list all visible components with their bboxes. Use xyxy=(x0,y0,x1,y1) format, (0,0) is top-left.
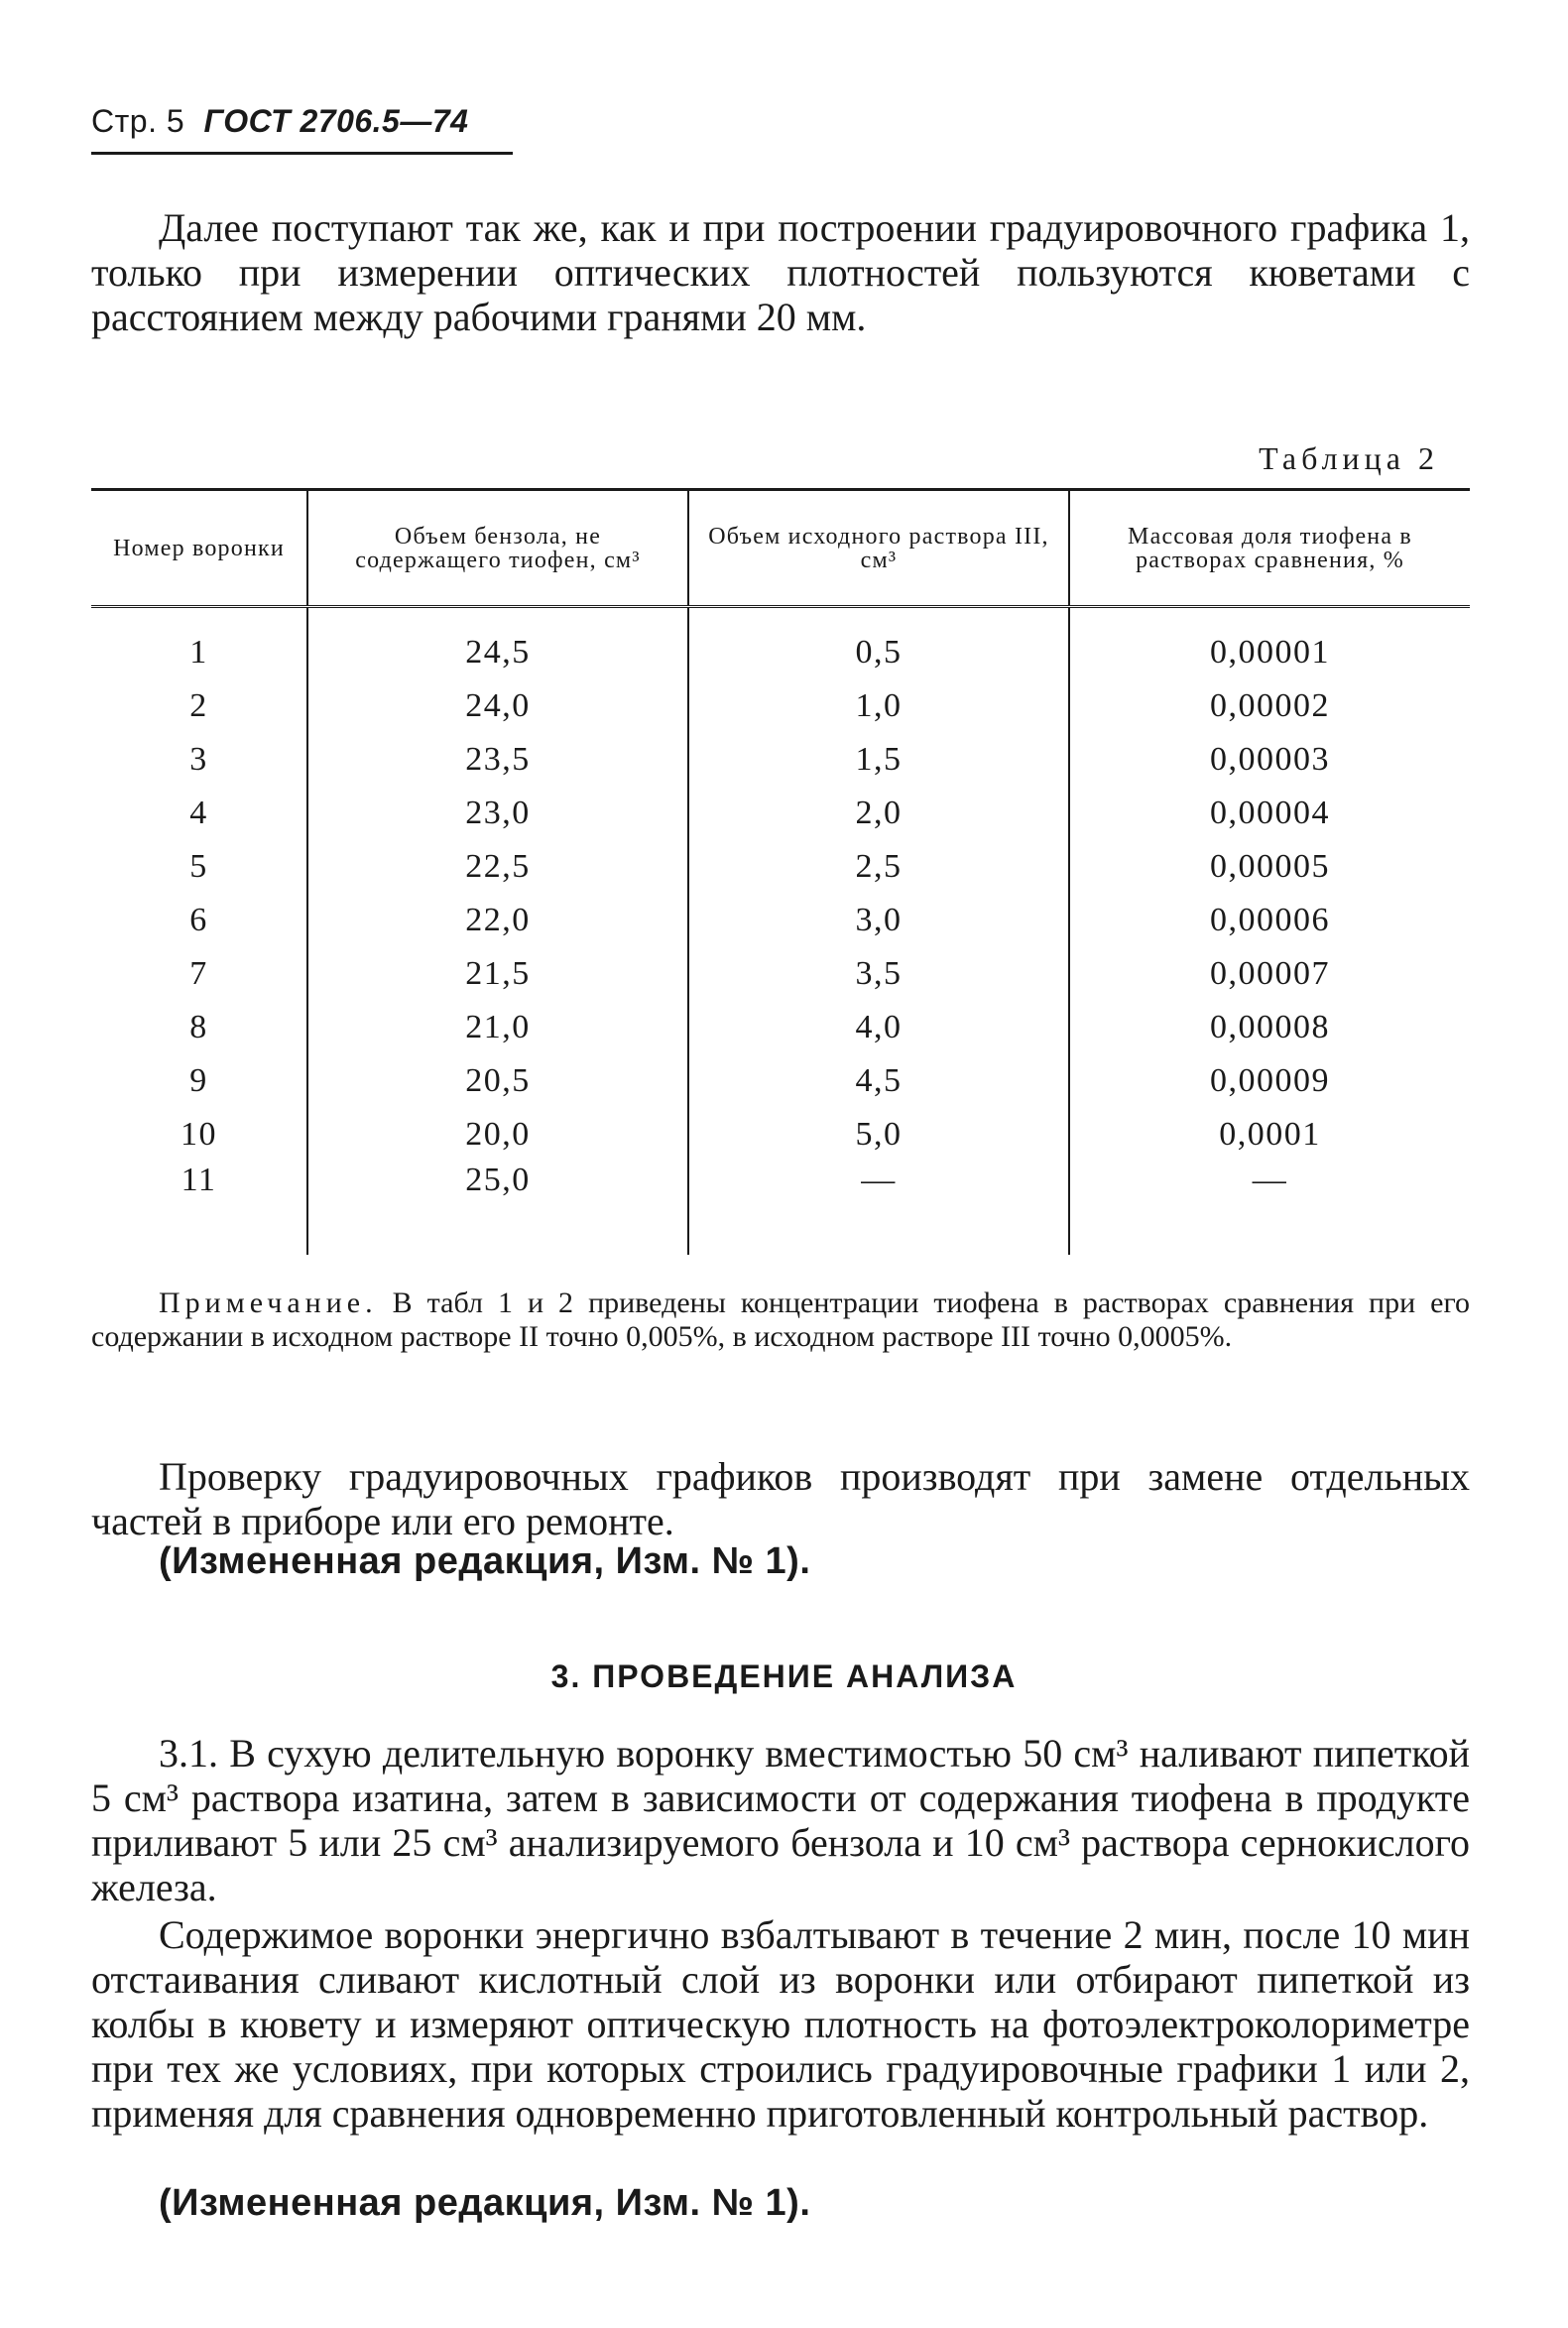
thiophene-fraction-cell: 0,00003 xyxy=(1069,733,1470,787)
benzene-volume-cell: 25,0 xyxy=(307,1162,688,1255)
funnel-number-cell: 5 xyxy=(189,848,208,885)
benzene-volume-cell: 23,5 xyxy=(307,733,688,787)
page-header xyxy=(91,103,468,140)
benzene-volume-cell: 24,5 xyxy=(307,607,688,680)
thiophene-fraction-cell: 0,00006 xyxy=(1069,894,1470,947)
solution-volume-cell: 3,0 xyxy=(688,894,1069,947)
benzene-volume-cell: 24,0 xyxy=(307,679,688,733)
thiophene-fraction-cell: 0,00009 xyxy=(1069,1054,1470,1108)
funnel-number-cell: 2 xyxy=(189,687,208,724)
column-header-thiophene-fraction: Массовая доля тиофена в растворах сравнения, % xyxy=(1069,490,1470,607)
thiophene-fraction-cell: 0,00007 xyxy=(1069,947,1470,1001)
funnel-number-cell: 4 xyxy=(189,795,208,831)
column-header-benzene-volume: Объем бензола, не содержащего тиофен, см³ xyxy=(307,490,688,607)
solution-volume-cell: 2,0 xyxy=(688,787,1069,840)
benzene-volume-cell: 21,0 xyxy=(307,1001,688,1054)
table-row xyxy=(91,894,1470,947)
table-row xyxy=(91,787,1470,840)
solution-volume-cell: 4,5 xyxy=(688,1054,1069,1108)
benzene-volume-cell: 22,5 xyxy=(307,840,688,894)
funnel-number-cell: 3 xyxy=(189,741,208,778)
funnel-number-cell: 11 xyxy=(181,1162,217,1198)
section-title: 3. ПРОВЕДЕНИЕ АНАЛИЗА xyxy=(550,1658,1018,1694)
solution-volume-cell: — xyxy=(688,1162,1069,1255)
table-header xyxy=(91,490,1470,607)
column-header-funnel-number: Номер воронки xyxy=(91,490,307,607)
thiophene-fraction-cell: 0,00001 xyxy=(1069,607,1470,680)
check-paragraph: Проверку градуировочных графиков производят при замене отдельных частей в приборе или его ремонте. xyxy=(91,1454,1470,1543)
thiophene-fraction-cell: 0,0001 xyxy=(1069,1108,1470,1162)
edited-note: (Измененная редакция, Изм. № 1). xyxy=(159,1540,811,1582)
benzene-volume-cell: 23,0 xyxy=(307,787,688,840)
table-note xyxy=(91,1287,1470,1354)
funnel-number-cell: 9 xyxy=(189,1062,208,1099)
table-row xyxy=(91,679,1470,733)
table-row xyxy=(91,733,1470,787)
page-number: Стр. 5 xyxy=(91,103,185,139)
funnel-number-cell: 6 xyxy=(189,902,208,938)
benzene-volume-cell: 21,5 xyxy=(307,947,688,1001)
table-row xyxy=(91,1054,1470,1108)
funnel-number-cell: 10 xyxy=(181,1116,217,1153)
benzene-volume-cell: 20,0 xyxy=(307,1108,688,1162)
paragraph-3-1-continued: Содержимое воронки энергично взбалтывают в течение 2 мин, после 10 мин отстаивания сливают кислотный слой из воронки или отбирают пипеткой из колбы в кювету и измеряют оптическую плотность на фотоэлектроколориметре при тех же условиях, при которых строились градуировочные графики 1 или 2, применяя для сравнения одновременно приготовленный контрольный раствор. xyxy=(91,1912,1470,2136)
thiophene-fraction-cell: 0,00005 xyxy=(1069,840,1470,894)
thiophene-fraction-cell: 0,00002 xyxy=(1069,679,1470,733)
standard-number: ГОСТ 2706.5—74 xyxy=(203,103,469,139)
benzene-volume-cell: 22,0 xyxy=(307,894,688,947)
table-row xyxy=(91,1108,1470,1162)
table-row xyxy=(91,607,1470,680)
funnel-number-cell: 1 xyxy=(189,634,208,671)
solution-volume-cell: 1,0 xyxy=(688,679,1069,733)
intro-paragraph: Далее поступают так же, как и при построении градуировочного графика 1, только при измерении оптических плотностей пользуются кюветами с расстоянием между рабочими гранями 20 мм. xyxy=(91,205,1470,339)
edited-note: (Измененная редакция, Изм. № 1). xyxy=(159,2182,811,2224)
solution-volume-cell: 5,0 xyxy=(688,1108,1069,1162)
solution-volume-cell: 3,5 xyxy=(688,947,1069,1001)
thiophene-fraction-cell: — xyxy=(1069,1162,1470,1255)
table-title: Таблица 2 xyxy=(1259,440,1439,476)
note-label: Примечание. xyxy=(159,1287,378,1319)
thiophene-fraction-cell: 0,00004 xyxy=(1069,787,1470,840)
solution-volume-cell: 1,5 xyxy=(688,733,1069,787)
note-text: В табл 1 и 2 приведены концентрации тиофена в растворах сравнения при его содержании в исходном растворе II точно 0,005%, в исходном растворе III точно 0,0005%. xyxy=(91,1287,1471,1353)
paragraph-3-1: 3.1. В сухую делительную воронку вместимостью 50 см³ наливают пипеткой 5 см³ раствора изатина, затем в зависимости от содержания тиофена в продукте приливают 5 или 25 см³ анализируемого бензола и 10 см³ раствора сернокислого железа. xyxy=(91,1731,1470,1909)
benzene-volume-cell: 20,5 xyxy=(307,1054,688,1108)
thiophene-fraction-cell: 0,00008 xyxy=(1069,1001,1470,1054)
table-row xyxy=(91,1001,1470,1054)
header-rule xyxy=(91,152,513,155)
column-header-solution-volume: Объем исходного раствора III, см³ xyxy=(688,490,1069,607)
table-row xyxy=(91,947,1470,1001)
solution-volume-cell: 2,5 xyxy=(688,840,1069,894)
funnel-number-cell: 7 xyxy=(189,955,208,992)
table-row xyxy=(91,1162,1470,1255)
data-table xyxy=(91,488,1470,1255)
table-body xyxy=(91,607,1470,1256)
solution-volume-cell: 4,0 xyxy=(688,1001,1069,1054)
table-row xyxy=(91,840,1470,894)
solution-volume-cell: 0,5 xyxy=(688,607,1069,680)
funnel-number-cell: 8 xyxy=(189,1009,208,1045)
